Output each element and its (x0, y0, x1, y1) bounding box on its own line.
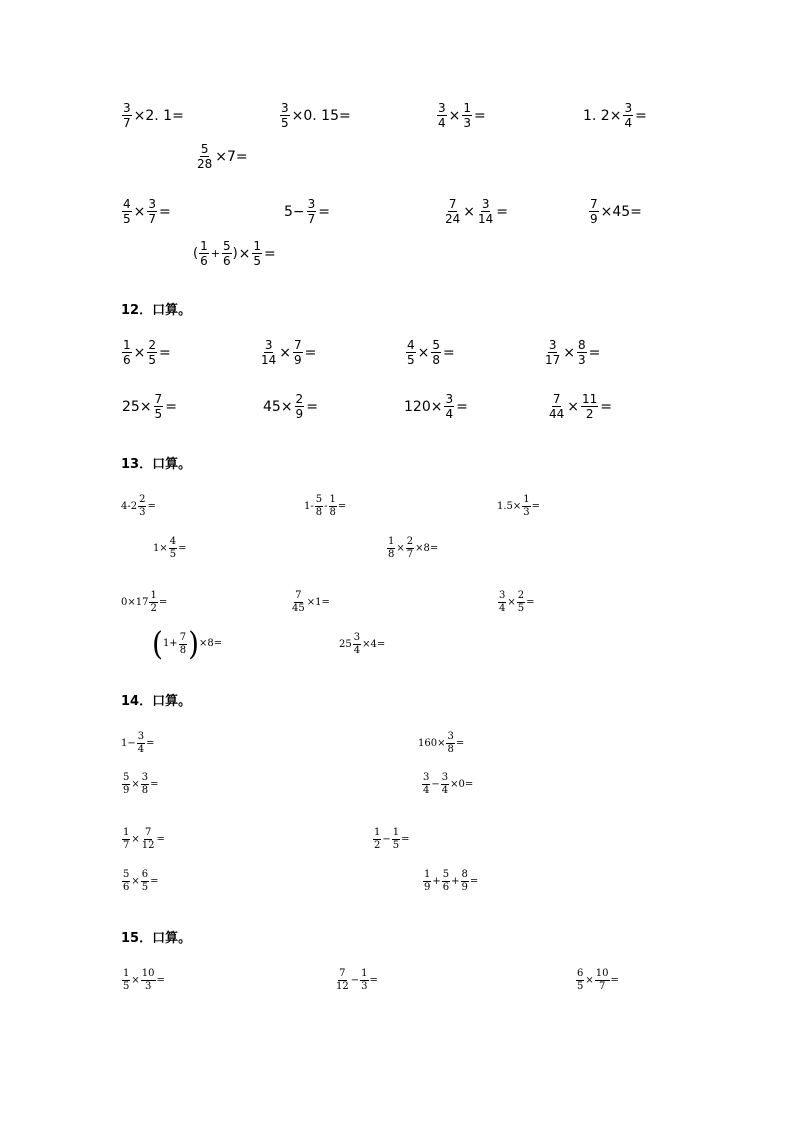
problem-12-r2c4: $\frac{7}{44}$ × $\frac{11}{2}$ = (549, 392, 613, 421)
problem-13-i: ( 1+ $\frac{7}{8}$ ) ×8= (152, 624, 223, 663)
problem-12-r2c2: 45× $\frac{2}{9}$ = (263, 392, 318, 421)
fraction: $\frac{8}{3}$ (578, 338, 586, 367)
fraction: $\frac{1}{2}$ (374, 827, 381, 851)
fraction: $\frac{1}{8}$ (388, 536, 395, 560)
fraction: $\frac{2}{5}$ (517, 590, 525, 614)
problem-12-r2c3: 120× $\frac{3}{4}$ = (404, 392, 468, 421)
problem-14-f: $\frac{1}{2}$ − $\frac{1}{5}$ = (374, 827, 410, 851)
fraction: $\frac{11}{2}$ (582, 392, 598, 421)
problem-13-g: $\frac{7}{45}$ ×1= (292, 590, 330, 614)
fraction: $\frac{3}{4}$ (499, 590, 506, 614)
problem-11-r1c2: $\frac{3}{5}$ ×0. 15= (281, 101, 351, 130)
fraction: $\frac{3}{4}$ (441, 772, 449, 796)
fraction: $\frac{7}{44}$ (549, 392, 565, 421)
fraction: $\frac{2}{7}$ (406, 536, 414, 560)
problem-13-c: 1.5× $\frac{1}{3}$ = (497, 494, 541, 518)
problem-11-r2c1: $\frac{5}{28}$ ×7= (197, 142, 248, 171)
fraction: $\frac{7}{5}$ (154, 392, 163, 421)
fraction: $\frac{1}{2}$ (150, 590, 157, 614)
problem-11-r3c4: $\frac{7}{9}$ ×45= (590, 197, 642, 226)
fraction: $\frac{7}{8}$ (179, 631, 187, 656)
fraction: $\frac{7}{45}$ (292, 590, 305, 614)
fraction: $\frac{5}{28}$ (197, 142, 213, 171)
fraction: $\frac{5}{6}$ (123, 869, 130, 893)
fraction: $\frac{3}{4}$ (353, 632, 361, 656)
problem-11-r3c3: $\frac{7}{24}$ × $\frac{3}{14}$ = (445, 197, 509, 226)
problem-12-r1c2: $\frac{3}{14}$ × $\frac{7}{9}$ = (261, 338, 317, 367)
fraction: $\frac{3}{4}$ (445, 392, 454, 421)
question-14-heading: 14．口算。 (121, 694, 192, 709)
fraction: $\frac{1}{3}$ (361, 968, 368, 992)
fraction: $\frac{1}{8}$ (329, 494, 336, 518)
fraction: $\frac{2}{3}$ (139, 494, 146, 518)
fraction: $\frac{7}{24}$ (445, 197, 461, 226)
problem-11-r1c3: $\frac{3}{4}$ × $\frac{1}{3}$ = (438, 101, 486, 130)
fraction: $\frac{4}{5}$ (169, 536, 177, 560)
fraction: $\frac{8}{9}$ (461, 869, 468, 893)
problem-14-g: $\frac{5}{6}$ × $\frac{6}{5}$ = (123, 869, 159, 893)
problem-15-a: $\frac{1}{5}$ × $\frac{10}{3}$ = (123, 968, 165, 992)
problem-13-a: 4-2 $\frac{2}{3}$ = (121, 494, 156, 518)
problem-14-b: 160× $\frac{3}{8}$ = (418, 731, 465, 755)
fraction: $\frac{2}{5}$ (148, 338, 157, 367)
question-15-heading: 15．口算。 (121, 931, 192, 946)
problem-12-r1c3: $\frac{4}{5}$ × $\frac{5}{8}$ = (407, 338, 455, 367)
problem-11-r1c1: $\frac{3}{7}$ ×2. 1= (123, 101, 184, 130)
fraction: $\frac{3}{4}$ (423, 772, 430, 796)
fraction: $\frac{3}{8}$ (141, 772, 149, 796)
fraction: $\frac{10}{7}$ (595, 968, 609, 992)
fraction: $\frac{3}{7}$ (123, 101, 131, 130)
fraction: $\frac{7}{9}$ (590, 197, 598, 226)
problem-11-r3c1: $\frac{4}{5}$ × $\frac{3}{7}$ = (123, 197, 171, 226)
problem-15-c: $\frac{6}{5}$ × $\frac{10}{7}$ = (577, 968, 619, 992)
problem-14-a: 1− $\frac{3}{4}$ = (121, 731, 155, 755)
problem-13-h: $\frac{3}{4}$ × $\frac{2}{5}$ = (499, 590, 535, 614)
problem-11-r4c1: ( $\frac{1}{6}$ + $\frac{5}{6}$ ) × $\frac{1}{5}$ = (193, 239, 276, 268)
fraction: $\frac{7}{12}$ (336, 968, 349, 992)
problem-14-d: $\frac{3}{4}$ − $\frac{3}{4}$ ×0= (423, 772, 474, 796)
fraction: $\frac{7}{12}$ (141, 827, 155, 851)
fraction: $\frac{5}{9}$ (123, 772, 130, 796)
fraction: $\frac{3}{7}$ (148, 197, 157, 226)
problem-15-b: $\frac{7}{12}$ − $\frac{1}{3}$ = (336, 968, 378, 992)
fraction: $\frac{6}{5}$ (577, 968, 584, 992)
problem-13-f: 0×17 $\frac{1}{2}$ = (121, 590, 168, 614)
problem-12-r2c1: 25× $\frac{7}{5}$ = (122, 392, 177, 421)
fraction: $\frac{1}{3}$ (463, 101, 472, 130)
fraction: $\frac{1}{5}$ (392, 827, 400, 851)
problem-14-c: $\frac{5}{9}$ × $\frac{3}{8}$ = (123, 772, 159, 796)
fraction: $\frac{3}{14}$ (261, 338, 277, 367)
question-13-heading: 13．口算。 (121, 457, 192, 472)
fraction: $\frac{4}{5}$ (123, 197, 131, 226)
fraction: $\frac{1}{6}$ (200, 239, 208, 268)
problem-13-e: $\frac{1}{8}$ × $\frac{2}{7}$ ×8= (388, 536, 439, 560)
fraction: $\frac{1}{9}$ (424, 869, 431, 893)
problem-11-r3c2: 5− $\frac{3}{7}$ = (284, 197, 331, 226)
fraction: $\frac{3}{4}$ (137, 731, 145, 755)
fraction: $\frac{3}{5}$ (281, 101, 289, 130)
problem-14-h: $\frac{1}{9}$ + $\frac{5}{6}$ + $\frac{8}{9}$ = (424, 869, 479, 893)
problem-12-r1c4: $\frac{3}{17}$ × $\frac{8}{3}$ = (545, 338, 601, 367)
fraction: $\frac{3}{17}$ (545, 338, 561, 367)
fraction: $\frac{7}{9}$ (294, 338, 302, 367)
fraction: $\frac{3}{4}$ (438, 101, 446, 130)
question-12-heading: 12．口算。 (121, 303, 192, 318)
fraction: $\frac{5}{6}$ (442, 869, 450, 893)
fraction: $\frac{10}{3}$ (141, 968, 155, 992)
fraction: $\frac{1}{5}$ (253, 239, 262, 268)
problem-12-r1c1: $\frac{1}{6}$ × $\frac{2}{5}$ = (123, 338, 171, 367)
fraction: $\frac{3}{4}$ (624, 101, 633, 130)
fraction: $\frac{1}{5}$ (123, 968, 130, 992)
fraction: $\frac{6}{5}$ (141, 869, 149, 893)
problem-11-r1c4: 1. 2× $\frac{3}{4}$ = (583, 101, 647, 130)
fraction: $\frac{5}{8}$ (315, 494, 323, 518)
fraction: $\frac{5}{6}$ (222, 239, 231, 268)
fraction: $\frac{5}{8}$ (432, 338, 441, 367)
problem-13-b: 1- $\frac{5}{8}$ - $\frac{1}{8}$ = (304, 494, 347, 518)
fraction: $\frac{3}{7}$ (307, 197, 316, 226)
fraction: $\frac{3}{14}$ (478, 197, 494, 226)
fraction: $\frac{1}{6}$ (123, 338, 131, 367)
fraction: $\frac{4}{5}$ (407, 338, 415, 367)
problem-13-j: 25 $\frac{3}{4}$ ×4= (339, 632, 386, 656)
problem-13-d: 1× $\frac{4}{5}$ = (153, 536, 187, 560)
fraction: $\frac{2}{9}$ (295, 392, 304, 421)
fraction: $\frac{1}{7}$ (123, 827, 130, 851)
problem-14-e: $\frac{1}{7}$ × $\frac{7}{12}$ = (123, 827, 165, 851)
fraction: $\frac{1}{3}$ (523, 494, 530, 518)
fraction: $\frac{3}{8}$ (447, 731, 454, 755)
